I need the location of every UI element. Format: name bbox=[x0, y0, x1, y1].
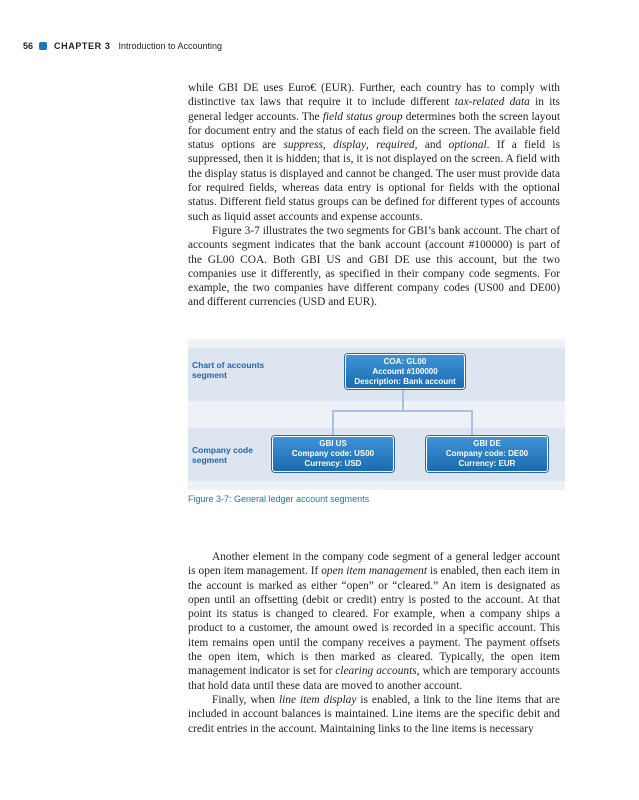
paragraph bbox=[188, 224, 560, 310]
gbi-us-box bbox=[272, 436, 394, 472]
italic-term: display bbox=[333, 139, 367, 152]
connector-horizontal bbox=[332, 410, 473, 412]
connector-right-drop bbox=[471, 410, 473, 439]
paragraph bbox=[188, 693, 560, 736]
gbi-us-box-line-3: Currency: USD bbox=[304, 459, 362, 468]
connector-vertical-main bbox=[402, 385, 404, 412]
gbi-de-box-line-2: Company code: DE00 bbox=[445, 449, 529, 458]
gbi-us-box-line-2: Company code: US00 bbox=[291, 449, 375, 458]
figure-3-7 bbox=[188, 339, 565, 490]
gbi-us-box-line-1: GBI US bbox=[319, 439, 347, 448]
italic-term: field status group bbox=[322, 110, 403, 123]
italic-term: tax-related data bbox=[454, 96, 530, 109]
italic-term: clearing accounts bbox=[335, 665, 417, 678]
text-run: , bbox=[366, 139, 377, 152]
text-run: Figure 3-7 illustrates the two segments for GBI’s bank account. The chart of accounts segment indicates that the bank account (account #100000) is part of the GL00 COA. Both GBI US and GBI DE use this account, but the two companies use it differently, as specified in their company code segments. For example, the two companies have different company codes (US00 and DE00) and different currencies (USD and EUR). bbox=[188, 224, 560, 309]
text-run: , which are temporary accounts that hold data until these data are moved to another account. bbox=[188, 665, 560, 692]
italic-term: open item management bbox=[321, 565, 428, 578]
text-run: Finally, when bbox=[212, 693, 279, 706]
body-text-bottom bbox=[188, 550, 560, 736]
coa-box bbox=[345, 354, 465, 389]
coa-segment-label: Chart of accounts segment bbox=[192, 360, 265, 380]
italic-term: line item display bbox=[278, 693, 357, 706]
text-run: is enabled, a link to the line items that are included in account balances is maintained. Line items are the specific debit and credit entries in the account. Maintaining links to the line items is necessary bbox=[188, 693, 560, 735]
text-run: . If a field is suppressed, then it is hidden; that is, it is not displayed on the screen. A field with the display status is displayed and cannot be changed. The user must provide data for required fields, whereas data entry is optional for fields with the optional status. Different field status groups can be defined for different types of accounts such as liquid asset accounts and expense accounts. bbox=[188, 139, 560, 223]
page-number: 56 bbox=[23, 41, 34, 51]
gbi-de-box-line-3: Currency: EUR bbox=[458, 459, 516, 468]
text-run: while GBI DE uses Euro€ (EUR). Further, each country has to comply with distinctive tax laws that require it to include different bbox=[188, 82, 560, 109]
paragraph bbox=[188, 81, 560, 224]
chapter-title: Introduction to Accounting bbox=[118, 41, 223, 51]
gbi-de-box-line-1: GBI DE bbox=[473, 439, 501, 448]
text-run: in its general ledger accounts. The bbox=[188, 96, 560, 123]
italic-term: required bbox=[376, 139, 415, 152]
paragraph bbox=[188, 550, 560, 693]
coa-box-line-2: Account #100000 bbox=[372, 366, 438, 376]
connector-left-drop bbox=[332, 410, 334, 439]
header-bullet-icon bbox=[39, 42, 47, 50]
gbi-de-box bbox=[426, 436, 548, 472]
text-run: , and bbox=[414, 139, 449, 152]
text-run: is enabled, then each item in the account is marked as either “open” or “cleared.” An item is designated as open until an offsetting (debit or credit) entry is posted to the account. At that point its status is changed to cleared. For example, when a company ships a product to a customer, the amount owed is recorded in a specific account. This item remains open until the company receives a payment. The payment offsets the open item, which is then marked as cleared. Typically, the open item management indicator is set for bbox=[188, 565, 560, 678]
running-header bbox=[23, 38, 222, 54]
italic-term: suppress bbox=[283, 139, 323, 152]
italic-term: optional bbox=[448, 139, 487, 152]
body-text-top bbox=[188, 81, 560, 310]
text-run: Another element in the company code segment of a general ledger account is open item management. If bbox=[188, 551, 560, 578]
text-run: determines both the screen layout for document entry and the status of each field on the screen. The available field status options are bbox=[188, 110, 560, 152]
company-code-segment-label: Company code segment bbox=[192, 445, 253, 465]
coa-box-line-1: COA: GL00 bbox=[383, 356, 427, 366]
chapter-label: CHAPTER 3 bbox=[54, 41, 111, 51]
text-run: , bbox=[322, 139, 334, 152]
figure-caption: Figure 3-7: General ledger account segments bbox=[188, 494, 370, 504]
coa-box-line-3: Description: Bank account bbox=[354, 376, 456, 386]
